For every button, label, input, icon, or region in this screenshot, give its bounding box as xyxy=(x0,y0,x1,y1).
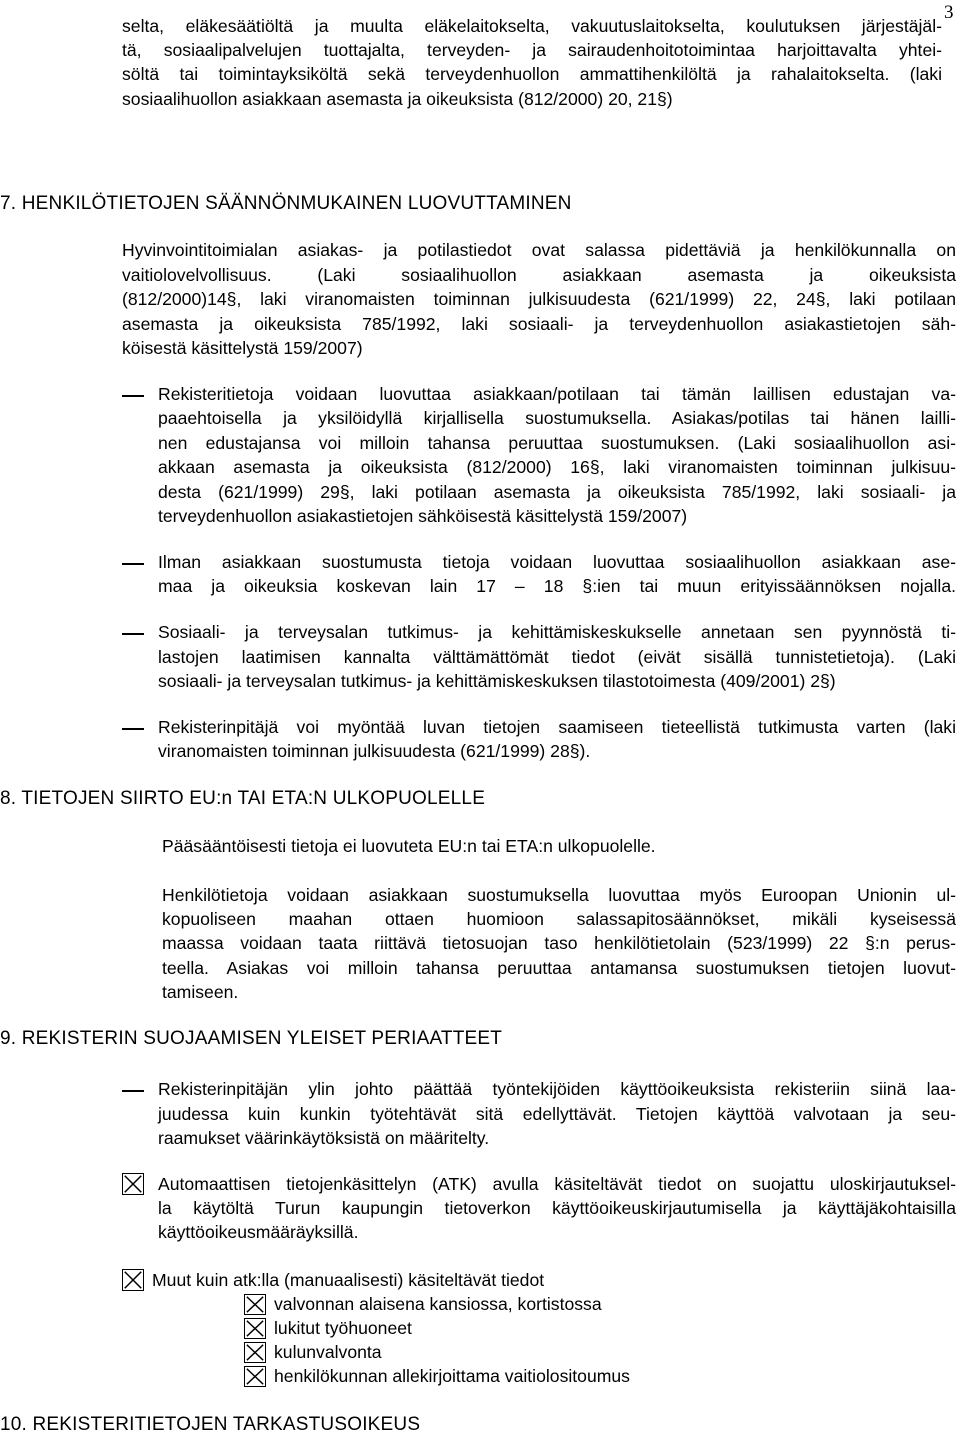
dash-bullet xyxy=(122,728,144,730)
section-8-heading: 8. TIETOJEN SIIRTO EU:n TAI ETA:N ULKOPUOLELLE xyxy=(0,788,486,809)
list-item-line: viranomaisten toiminnan julkisuudesta (621/1999) 28§). xyxy=(158,741,591,761)
checkbox-item-line: la käytöltä Turun kaupungin tietoverkon käyttöoikeuskirjautumisella ja käyttäjäkohtaisilla xyxy=(158,1198,956,1218)
intro-line: selta, eläkesäätiöltä ja muulta eläkelaitokselta, vakuutuslaitokselta, koulutuksen järjestäjäl- xyxy=(122,16,942,36)
list-item-line: terveydenhuollon asiakastietojen sähköisestä käsittelystä 159/2007) xyxy=(158,506,688,526)
paragraph-line: teella. Asiakas voi milloin tahansa peruuttaa antamansa suostumuksen tietojen luovut- xyxy=(162,958,956,978)
dash-bullet xyxy=(122,1090,144,1092)
checkbox-subitem-label: kulunvalvonta xyxy=(274,1342,382,1362)
intro-line: tä, sosiaalipalvelujen tuottajalta, terveyden- ja sairaudenhoitotoimintaa harjoittavalta yhtei- xyxy=(122,40,942,60)
paragraph-line: vaitiolovelvollisuus. (Laki sosiaalihuollon asiakkaan asemasta ja oikeuksista xyxy=(122,265,956,285)
checkbox-item-line: käyttöoikeusmääräyksillä. xyxy=(158,1222,359,1242)
section-10-heading: 10. REKISTERITIETOJEN TARKASTUSOIKEUS xyxy=(0,1414,421,1435)
checkbox-item-label: Muut kuin atk:lla (manuaalisesti) käsiteltävät tiedot xyxy=(152,1270,545,1290)
list-item-line: paaehtoisella ja yksilöidyllä kirjallisella suostumuksella. Asiakas/potilas tai hänen lailli- xyxy=(158,408,956,428)
paragraph-line: Henkilötietoja voidaan asiakkaan suostumuksella luovuttaa myös Euroopan Unionin ul- xyxy=(162,885,956,905)
checkbox-subitem-label: henkilökunnan allekirjoittama vaitiolositoumus xyxy=(274,1366,630,1386)
intro-line: söltä tai toimintayksiköltä sekä terveydenhuollon ammattihenkilöltä ja rahalaitokselta. (laki xyxy=(122,64,942,84)
list-item-line: Rekisterinpitäjä voi myöntää luvan tietojen saamiseen tieteellistä tutkimusta varten (laki xyxy=(158,717,956,737)
list-item-line: Rekisterinpitäjän ylin johto päättää työntekijöiden käyttöoikeuksista rekisteriin siinä laa- xyxy=(158,1079,956,1099)
checkbox-checked-icon xyxy=(244,1342,266,1363)
dash-bullet xyxy=(122,633,144,635)
checkbox-subitem-label: lukitut työhuoneet xyxy=(274,1318,412,1338)
paragraph-line: köisestä käsittelystä 159/2007) xyxy=(122,338,363,358)
paragraph-line: kopuoliseen maahan ottaen huomioon salassapitosäännökset, mikäli kyseisessä xyxy=(162,909,956,929)
list-item-line: Rekisteritietoja voidaan luovuttaa asiakkaan/potilaan tai tämän laillisen edustajan va- xyxy=(158,384,956,404)
section-7-heading: 7. HENKILÖTIETOJEN SÄÄNNÖNMUKAINEN LUOVUTTAMINEN xyxy=(0,193,572,214)
checkbox-item-line: Automaattisen tietojenkäsittelyn (ATK) avulla käsiteltävät tiedot on suojattu uloskirjautuksel- xyxy=(158,1174,956,1194)
paragraph-line: maassa voidaan taata riittävä tietosuojan taso henkilötietolain (523/1999) 22 §:n perus- xyxy=(162,933,956,953)
checkbox-checked-icon xyxy=(244,1366,266,1387)
dash-bullet xyxy=(122,563,144,565)
section-8-paragraph: Pääsääntöisesti tietoja ei luovuteta EU:n tai ETA:n ulkopuolelle. xyxy=(162,836,656,856)
paragraph-line: tamiseen. xyxy=(162,982,239,1002)
page-number: 3 xyxy=(944,2,954,23)
list-item-line: juudessa kuin kunkin työtehtävät sitä edellyttävät. Tietojen käyttöä valvotaan ja seu- xyxy=(158,1104,956,1124)
checkbox-checked-icon xyxy=(122,1269,144,1291)
checkbox-checked-icon xyxy=(244,1318,266,1339)
list-item-line: lastojen laatimisen kannalta välttämättömät tiedot (eivät sisällä tunnistetietoja). (Laki xyxy=(158,647,956,667)
dash-bullet xyxy=(122,395,144,397)
checkbox-checked-icon xyxy=(244,1294,266,1315)
section-9-heading: 9. REKISTERIN SUOJAAMISEN YLEISET PERIAATTEET xyxy=(0,1028,503,1049)
list-item-line: maa ja oikeuksia koskevan lain 17 – 18 §:ien tai muun erityissäännöksen nojalla. xyxy=(158,576,956,596)
list-item-line: desta (621/1999) 29§, laki potilaan asemasta ja oikeuksista 785/1992, laki sosiaali- ja xyxy=(158,482,956,502)
list-item-line: sosiaali- ja terveysalan tutkimus- ja kehittämiskeskuksen tilastotoimesta (409/2001) 2§) xyxy=(158,671,836,691)
checkbox-subitem-label: valvonnan alaisena kansiossa, kortistossa xyxy=(274,1294,602,1314)
list-item-line: akkaan asemasta ja oikeuksista (812/2000) 16§, laki viranomaisten toiminnan julkisuu- xyxy=(158,457,956,477)
list-item-line: nen edustajansa voi milloin tahansa peruuttaa suostumuksen. (Laki sosiaalihuollon asi- xyxy=(158,433,956,453)
paragraph-line: Hyvinvointitoimialan asiakas- ja potilastiedot ovat salassa pidettäviä ja henkilökunnalla on xyxy=(122,240,956,260)
list-item-line: Sosiaali- ja terveysalan tutkimus- ja kehittämiskeskukselle annetaan sen pyynnöstä ti- xyxy=(158,622,956,642)
paragraph-line: asemasta ja oikeuksista 785/1992, laki sosiaali- ja terveydenhuollon asiakastietojen säh- xyxy=(122,314,956,334)
intro-line: sosiaalihuollon asiakkaan asemasta ja oikeuksista (812/2000) 20, 21§) xyxy=(122,89,673,109)
checkbox-checked-icon xyxy=(122,1173,144,1195)
list-item-line: raamukset väärinkäytöksistä on määritelty. xyxy=(158,1128,490,1148)
list-item-line: Ilman asiakkaan suostumusta tietoja voidaan luovuttaa sosiaalihuollon asiakkaan ase- xyxy=(158,552,956,572)
paragraph-line: (812/2000)14§, laki viranomaisten toiminnan julkisuudesta (621/1999) 22, 24§, laki potilaan xyxy=(122,289,956,309)
